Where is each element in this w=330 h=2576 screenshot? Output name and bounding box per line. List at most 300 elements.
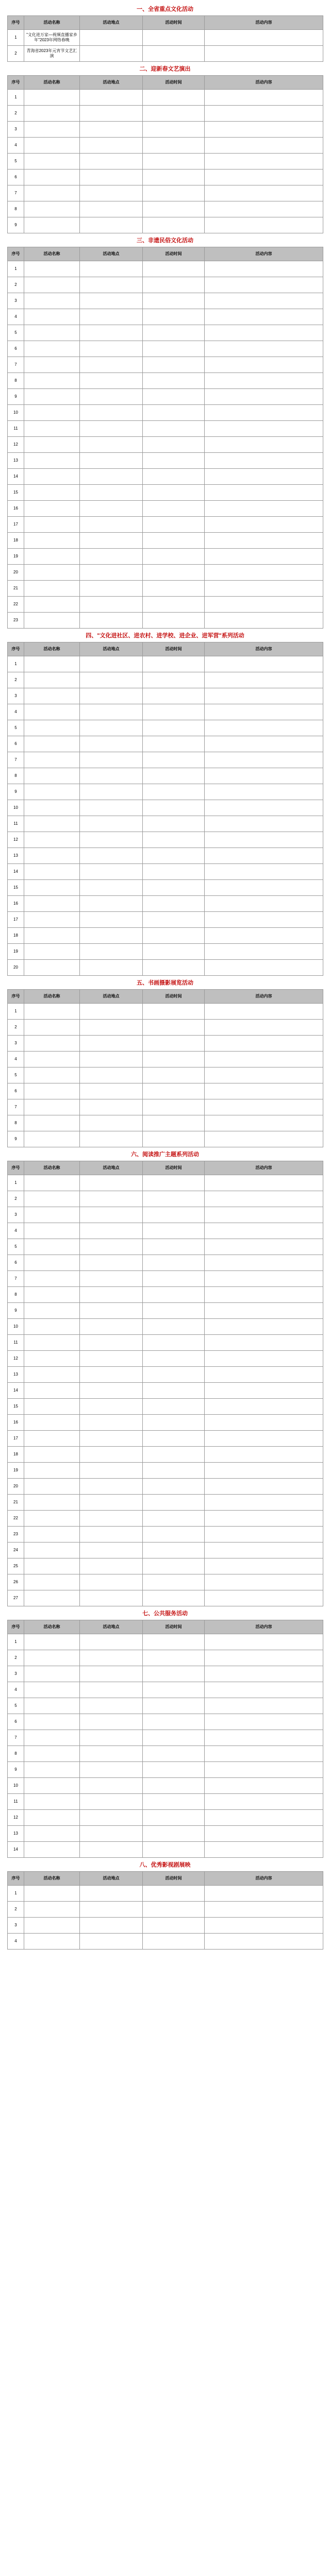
activity-time — [143, 704, 205, 720]
activity-time — [143, 832, 205, 848]
row-number: 10 — [8, 1319, 24, 1335]
activity-time — [143, 1067, 205, 1083]
table-row — [8, 1131, 323, 1147]
activity-name — [24, 1239, 80, 1255]
activity-venue — [80, 800, 143, 816]
activity-content — [205, 46, 323, 62]
activity-time — [143, 325, 205, 341]
activity-name — [24, 1020, 80, 1036]
activity-time — [143, 1036, 205, 1052]
activity-name — [24, 1383, 80, 1399]
row-number: 2 — [8, 1020, 24, 1036]
activity-content — [205, 1335, 323, 1351]
header-time: 活动时间 — [143, 247, 205, 261]
activity-venue — [80, 122, 143, 138]
activity-venue — [80, 1698, 143, 1714]
section-title: 八、优秀影视剧展映 — [139, 1862, 191, 1868]
activity-content — [205, 672, 323, 688]
table-row — [8, 832, 323, 848]
row-number: 9 — [8, 1762, 24, 1778]
activity-content — [205, 704, 323, 720]
activity-content — [205, 1351, 323, 1367]
activity-content — [205, 864, 323, 880]
activity-content — [205, 325, 323, 341]
table-row — [8, 217, 323, 233]
row-number: 9 — [8, 389, 24, 405]
activity-time — [143, 1810, 205, 1826]
activity-name — [24, 1351, 80, 1367]
table-row — [8, 1590, 323, 1606]
activity-time — [143, 1223, 205, 1239]
activity-content — [205, 581, 323, 597]
row-number: 13 — [8, 848, 24, 864]
activity-name — [24, 613, 80, 629]
row-number: 4 — [8, 138, 24, 154]
activity-time — [143, 185, 205, 201]
activity-content — [205, 1574, 323, 1590]
activity-time — [143, 1099, 205, 1115]
activity-time — [143, 597, 205, 613]
row-number: 2 — [8, 1650, 24, 1666]
table-row — [8, 784, 323, 800]
row-number: 11 — [8, 1794, 24, 1810]
row-number: 6 — [8, 736, 24, 752]
row-number: 16 — [8, 1415, 24, 1431]
row-number: 12 — [8, 1351, 24, 1367]
activity-name — [24, 1255, 80, 1271]
table-row — [8, 597, 323, 613]
activity-content — [205, 185, 323, 201]
table-row — [8, 1335, 323, 1351]
section-2 — [7, 65, 323, 233]
row-number: 2 — [8, 46, 24, 62]
activity-content — [205, 201, 323, 217]
activity-venue — [80, 106, 143, 122]
activity-time — [143, 1794, 205, 1810]
activity-time — [143, 122, 205, 138]
activity-time — [143, 912, 205, 928]
activity-content — [205, 565, 323, 581]
row-number: 21 — [8, 581, 24, 597]
table-row — [8, 277, 323, 293]
activity-name — [24, 1191, 80, 1207]
table-header-row — [8, 16, 323, 30]
activity-venue — [80, 405, 143, 421]
activity-content — [205, 1191, 323, 1207]
activity-content — [205, 1682, 323, 1698]
activity-name — [24, 784, 80, 800]
row-number: 11 — [8, 816, 24, 832]
activity-content — [205, 1902, 323, 1918]
table-row — [8, 1287, 323, 1303]
activity-venue — [80, 1415, 143, 1431]
activity-content — [205, 1287, 323, 1303]
row-number: 7 — [8, 185, 24, 201]
activity-name — [24, 1698, 80, 1714]
activity-name — [24, 185, 80, 201]
activity-venue — [80, 1634, 143, 1650]
activity-name — [24, 549, 80, 565]
activity-venue — [80, 341, 143, 357]
activity-content — [205, 1634, 323, 1650]
activity-time — [143, 1399, 205, 1415]
activity-name — [24, 1527, 80, 1543]
activity-content — [205, 1131, 323, 1147]
table-row — [8, 1479, 323, 1495]
activity-venue — [80, 1067, 143, 1083]
row-number: 5 — [8, 1698, 24, 1714]
table-header-row — [8, 76, 323, 90]
header-venue: 活动地点 — [80, 1872, 143, 1886]
table-header-row — [8, 247, 323, 261]
activity-name — [24, 1207, 80, 1223]
activity-content — [205, 1778, 323, 1794]
activity-time — [143, 816, 205, 832]
table-row — [8, 944, 323, 960]
activity-time — [143, 485, 205, 501]
activity-name — [24, 90, 80, 106]
activity-venue — [80, 138, 143, 154]
activity-content — [205, 341, 323, 357]
activity-name — [24, 1287, 80, 1303]
activity-table — [7, 75, 323, 233]
table-row — [8, 1762, 323, 1778]
table-header-row — [8, 990, 323, 1004]
activity-content — [205, 1083, 323, 1099]
activity-content — [205, 1004, 323, 1020]
activity-venue — [80, 1682, 143, 1698]
activity-venue — [80, 1730, 143, 1746]
activity-time — [143, 672, 205, 688]
row-number: 15 — [8, 485, 24, 501]
table-row — [8, 1175, 323, 1191]
row-number: 11 — [8, 1335, 24, 1351]
activity-content — [205, 373, 323, 389]
header-content: 活动内容 — [205, 990, 323, 1004]
row-number: 4 — [8, 309, 24, 325]
activity-time — [143, 944, 205, 960]
activity-name — [24, 309, 80, 325]
activity-venue — [80, 185, 143, 201]
table-row — [8, 688, 323, 704]
row-number: 23 — [8, 1527, 24, 1543]
row-number: 15 — [8, 1399, 24, 1415]
activity-time — [143, 1020, 205, 1036]
activity-venue — [80, 1762, 143, 1778]
activity-name — [24, 1399, 80, 1415]
activity-venue — [80, 325, 143, 341]
activity-content — [205, 816, 323, 832]
activity-content — [205, 1271, 323, 1287]
activity-name — [24, 138, 80, 154]
activity-content — [205, 30, 323, 46]
activity-content — [205, 1714, 323, 1730]
activity-venue — [80, 309, 143, 325]
activity-name — [24, 1319, 80, 1335]
activity-time — [143, 293, 205, 309]
activity-name — [24, 704, 80, 720]
activity-name — [24, 688, 80, 704]
row-number: 4 — [8, 704, 24, 720]
row-number: 11 — [8, 421, 24, 437]
activity-venue — [80, 672, 143, 688]
activity-name — [24, 106, 80, 122]
activity-content — [205, 944, 323, 960]
activity-time — [143, 1918, 205, 1934]
header-time: 活动时间 — [143, 990, 205, 1004]
activity-content — [205, 138, 323, 154]
header-no: 序号 — [8, 990, 24, 1004]
activity-content — [205, 1495, 323, 1511]
activity-venue — [80, 1543, 143, 1558]
activity-venue — [80, 261, 143, 277]
activity-content — [205, 1762, 323, 1778]
activity-content — [205, 106, 323, 122]
activity-name — [24, 752, 80, 768]
header-time: 活动时间 — [143, 1161, 205, 1175]
table-row — [8, 1036, 323, 1052]
header-time: 活动时间 — [143, 1872, 205, 1886]
activity-time — [143, 1083, 205, 1099]
activity-time — [143, 201, 205, 217]
activity-content — [205, 277, 323, 293]
activity-time — [143, 1590, 205, 1606]
table-row — [8, 1698, 323, 1714]
activity-venue — [80, 1666, 143, 1682]
header-no: 序号 — [8, 247, 24, 261]
activity-venue — [80, 784, 143, 800]
activity-venue — [80, 1319, 143, 1335]
activity-venue — [80, 154, 143, 170]
table-row — [8, 549, 323, 565]
activity-time — [143, 1287, 205, 1303]
activity-content — [205, 1036, 323, 1052]
activity-time — [143, 405, 205, 421]
header-name: 活动名称 — [24, 1872, 80, 1886]
activity-name — [24, 170, 80, 185]
activity-venue — [80, 437, 143, 453]
table-row — [8, 1255, 323, 1271]
section-4 — [7, 632, 323, 976]
header-content: 活动内容 — [205, 1620, 323, 1634]
activity-content — [205, 421, 323, 437]
activity-content — [205, 1383, 323, 1399]
activity-name — [24, 1918, 80, 1934]
activity-content — [205, 960, 323, 976]
activity-name — [24, 832, 80, 848]
activity-content — [205, 1746, 323, 1762]
activity-time — [143, 1131, 205, 1147]
activity-name — [24, 1175, 80, 1191]
table-row — [8, 736, 323, 752]
activity-content — [205, 880, 323, 896]
activity-venue — [80, 453, 143, 469]
table-row — [8, 1303, 323, 1319]
row-number: 14 — [8, 1842, 24, 1858]
activity-venue — [80, 1918, 143, 1934]
activity-time — [143, 1115, 205, 1131]
activity-content — [205, 1255, 323, 1271]
header-time: 活动时间 — [143, 1620, 205, 1634]
activity-time — [143, 309, 205, 325]
activity-time — [143, 501, 205, 517]
activity-name — [24, 1762, 80, 1778]
table-header-row — [8, 1161, 323, 1175]
activity-venue — [80, 688, 143, 704]
row-number: 16 — [8, 896, 24, 912]
row-number: 1 — [8, 90, 24, 106]
activity-name: 青海省2023年元宵节文艺汇演 — [24, 46, 80, 62]
header-venue: 活动地点 — [80, 16, 143, 30]
activity-content — [205, 170, 323, 185]
activity-table — [7, 1871, 323, 1950]
activity-name — [24, 896, 80, 912]
activity-content — [205, 261, 323, 277]
activity-name — [24, 928, 80, 944]
activity-content — [205, 1886, 323, 1902]
row-number: 14 — [8, 469, 24, 485]
activity-time — [143, 1447, 205, 1463]
table-row — [8, 1778, 323, 1794]
activity-name — [24, 848, 80, 864]
row-number: 12 — [8, 1810, 24, 1826]
activity-time — [143, 688, 205, 704]
activity-name — [24, 1590, 80, 1606]
table-row — [8, 1934, 323, 1950]
activity-name — [24, 1902, 80, 1918]
table-row — [8, 1383, 323, 1399]
activity-venue — [80, 1826, 143, 1842]
row-number: 9 — [8, 1131, 24, 1147]
activity-name — [24, 405, 80, 421]
activity-time — [143, 736, 205, 752]
row-number: 20 — [8, 1479, 24, 1495]
activity-time — [143, 864, 205, 880]
activity-time — [143, 549, 205, 565]
row-number: 8 — [8, 201, 24, 217]
table-row — [8, 437, 323, 453]
activity-content — [205, 1479, 323, 1495]
activity-content — [205, 1826, 323, 1842]
section-title: 二、迎新春文艺演出 — [139, 66, 191, 72]
activity-time — [143, 581, 205, 597]
activity-name — [24, 1479, 80, 1495]
activity-venue — [80, 421, 143, 437]
activity-venue — [80, 501, 143, 517]
activity-content — [205, 405, 323, 421]
activity-content — [205, 517, 323, 533]
activity-venue — [80, 1794, 143, 1810]
activity-content — [205, 1590, 323, 1606]
activity-time — [143, 1415, 205, 1431]
activity-venue — [80, 1351, 143, 1367]
table-row — [8, 1223, 323, 1239]
activity-name — [24, 1463, 80, 1479]
activity-content — [205, 656, 323, 672]
activity-name — [24, 533, 80, 549]
activity-name — [24, 1083, 80, 1099]
row-number: 9 — [8, 1303, 24, 1319]
header-venue: 活动地点 — [80, 247, 143, 261]
table-row — [8, 469, 323, 485]
activity-time — [143, 1842, 205, 1858]
activity-time — [143, 720, 205, 736]
table-row — [8, 1730, 323, 1746]
table-row — [8, 1902, 323, 1918]
table-row — [8, 185, 323, 201]
activity-content — [205, 217, 323, 233]
header-no: 序号 — [8, 1872, 24, 1886]
activity-venue — [80, 1131, 143, 1147]
activity-venue — [80, 1778, 143, 1794]
table-header-row — [8, 1620, 323, 1634]
activity-name — [24, 217, 80, 233]
section-title: 一、全省重点文化活动 — [137, 6, 193, 12]
row-number: 3 — [8, 293, 24, 309]
activity-name — [24, 720, 80, 736]
table-row — [8, 154, 323, 170]
table-row — [8, 613, 323, 629]
activity-content — [205, 1431, 323, 1447]
activity-name — [24, 325, 80, 341]
activity-venue — [80, 469, 143, 485]
row-number: 4 — [8, 1052, 24, 1067]
activity-content — [205, 832, 323, 848]
header-no: 序号 — [8, 1620, 24, 1634]
table-row — [8, 848, 323, 864]
activity-venue — [80, 1083, 143, 1099]
activity-venue — [80, 1271, 143, 1287]
activity-name — [24, 201, 80, 217]
table-row — [8, 1666, 323, 1682]
activity-name — [24, 912, 80, 928]
activity-name — [24, 1036, 80, 1052]
header-venue: 活动地点 — [80, 1161, 143, 1175]
row-number: 21 — [8, 1495, 24, 1511]
header-content: 活动内容 — [205, 16, 323, 30]
table-row — [8, 581, 323, 597]
activity-venue — [80, 1367, 143, 1383]
table-row — [8, 1447, 323, 1463]
activity-venue — [80, 944, 143, 960]
activity-name — [24, 1511, 80, 1527]
activity-venue — [80, 736, 143, 752]
table-row — [8, 864, 323, 880]
activity-venue — [80, 960, 143, 976]
row-number: 18 — [8, 533, 24, 549]
activity-table — [7, 989, 323, 1147]
activity-content — [205, 1810, 323, 1826]
activity-content — [205, 485, 323, 501]
row-number: 17 — [8, 517, 24, 533]
activity-venue — [80, 549, 143, 565]
activity-venue — [80, 864, 143, 880]
activity-name — [24, 1886, 80, 1902]
row-number: 4 — [8, 1934, 24, 1950]
activity-content — [205, 1558, 323, 1574]
activity-venue — [80, 656, 143, 672]
row-number: 6 — [8, 341, 24, 357]
activity-time — [143, 1634, 205, 1650]
activity-venue — [80, 1383, 143, 1399]
table-row — [8, 373, 323, 389]
activity-venue — [80, 1511, 143, 1527]
row-number: 25 — [8, 1558, 24, 1574]
table-row — [8, 405, 323, 421]
table-row — [8, 485, 323, 501]
table-row — [8, 1826, 323, 1842]
table-row — [8, 1431, 323, 1447]
